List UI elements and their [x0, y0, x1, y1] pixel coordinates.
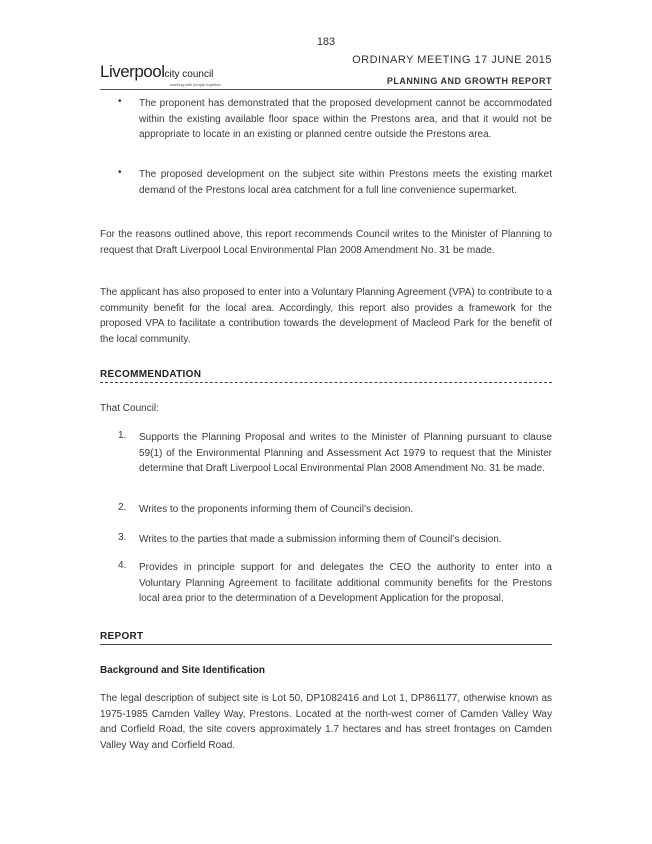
recommendation-heading: RECOMMENDATION: [100, 369, 552, 383]
report-title: PLANNING AND GROWTH REPORT: [386, 76, 552, 86]
list-number: 4.: [118, 560, 127, 571]
list-number: 2.: [118, 502, 127, 513]
paragraph: The applicant has also proposed to enter into a Voluntary Planning Agreement (VPA) to contribute to a community benefit for the local area. Accordingly, this report also provides a framework for the proposed VPA to facilitate a contribution towards the development of Macleod Park for the benefit of the local community.: [100, 287, 552, 345]
logo-sub-text: city council: [164, 69, 214, 80]
bullet-marker: •: [118, 96, 122, 107]
recommendation-intro: That Council:: [100, 403, 159, 414]
report-paragraph: The legal description of subject site is Lot 50, DP1082416 and Lot 1, DP861177, otherwise known as 1975-1985 Camden Valley Way, Prestons. Located at the north-west corner of Camden Valley Way and Corfield Road, the site covers approximately 1.7 hectares and has street frontages on Camden Valley Way and Corfield Road.: [100, 693, 552, 751]
meeting-title: ORDINARY MEETING 17 JUNE 2015: [352, 54, 552, 66]
recommendation-item: Supports the Planning Proposal and writes to the Minister of Planning pursuant to clause 59(1) of the Environmental Planning and Assessment Act 1979 to request that the Minister determine that Draft Liverpool Local Environmental Plan 2008 Amendment No. 31 be made.: [139, 432, 552, 475]
recommendation-item: Writes to the parties that made a submission informing them of Council’s decision.: [139, 534, 502, 545]
logo-tagline: working with people together: [170, 82, 221, 87]
header-rule: [100, 89, 552, 90]
page-number: 183: [316, 36, 336, 48]
list-number: 1.: [118, 430, 127, 441]
bullet-marker: •: [118, 167, 122, 178]
bullet-item: The proponent has demonstrated that the proposed development cannot be accommodated within the existing available floor space within the Prestons area, and that it would not be appropriate to locate in an existing or planned centre outside the Prestons area.: [139, 98, 552, 141]
recommendation-item: Writes to the proponents informing them of Council’s decision.: [139, 504, 414, 515]
report-heading: REPORT: [100, 631, 552, 645]
council-logo: [100, 62, 221, 87]
paragraph: For the reasons outlined above, this report recommends Council writes to the Minister of Planning to request that Draft Liverpool Local Environmental Plan 2008 Amendment No. 31 be made.: [100, 229, 552, 256]
list-number: 3.: [118, 532, 127, 543]
recommendation-item: Provides in principle support for and delegates the CEO the authority to enter into a Voluntary Planning Agreement to facilitate additional community benefits for the Prestons local area prior to the determination of a Development Application for the proposal.: [139, 562, 552, 605]
logo-main-text: Liverpool: [100, 62, 165, 81]
report-subheading: Background and Site Identification: [100, 665, 266, 676]
bullet-item: The proposed development on the subject site within Prestons meets the existing market demand of the Prestons local area catchment for a full line convenience supermarket.: [139, 169, 552, 196]
